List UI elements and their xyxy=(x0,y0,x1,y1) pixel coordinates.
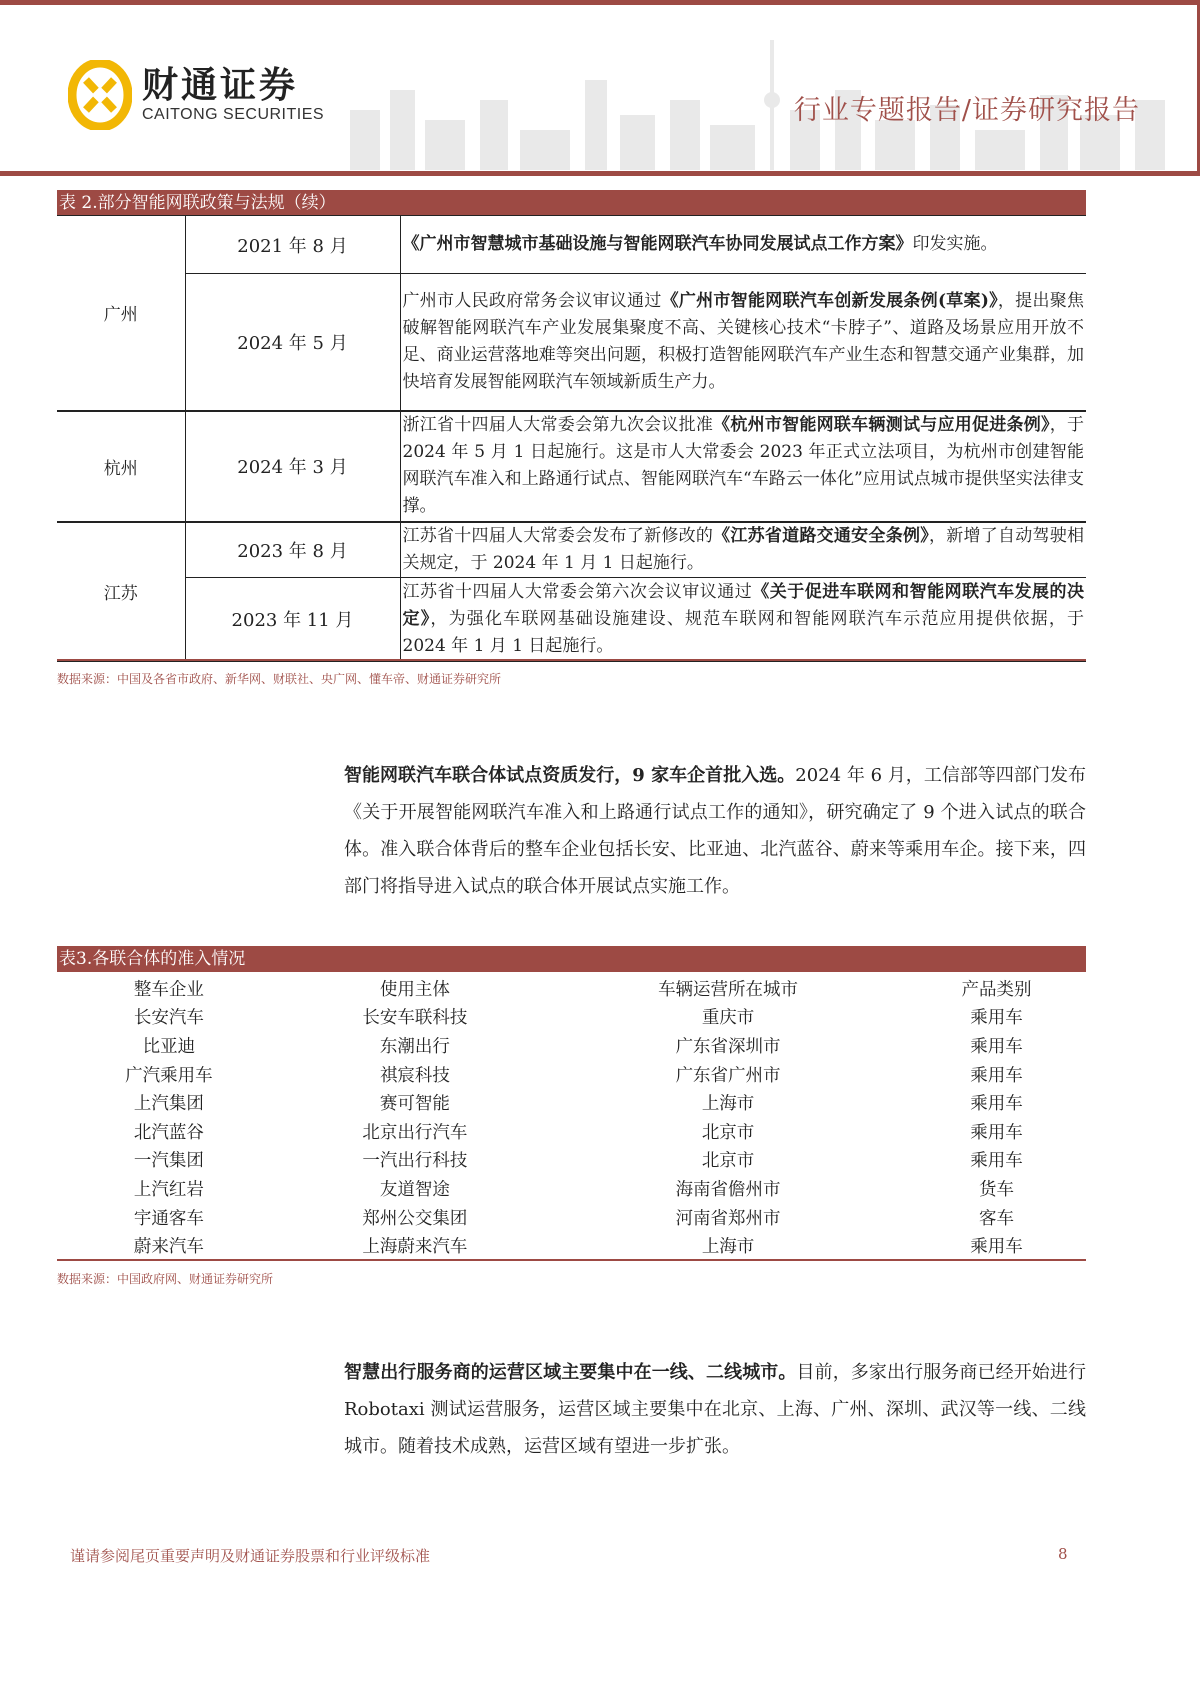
category-cell: 客车 xyxy=(979,1208,1014,1229)
column-header: 车辆运营所在城市 xyxy=(658,979,799,1000)
desc-text: 江苏省十四届人大常委会发布了新修改的 xyxy=(402,525,714,546)
description-cell xyxy=(400,577,1086,661)
table-row xyxy=(57,216,1086,274)
desc-text: ，为强化车联网基础设施建设、规范车联网和智能网联汽车示范应用提供依据，于 2024 年 1 月 1 日起施行。 xyxy=(402,608,1085,656)
operator-cell: 长安车联科技 xyxy=(362,1008,468,1029)
table2-source: 数据来源：中国及各省市政府、新华网、财联社、央广网、懂车帝、财通证券研究所 xyxy=(57,672,502,686)
city-cell: 江苏 xyxy=(57,522,185,662)
table-row xyxy=(57,1060,1086,1089)
date-cell: 2023 年 8 月 xyxy=(185,522,400,578)
table-row xyxy=(57,1088,1086,1117)
paragraph-lead: 智慧出行服务商的运营区域主要集中在一线、二线城市。 xyxy=(344,1362,797,1383)
carmaker-cell: 长安汽车 xyxy=(133,1008,204,1029)
table3-source: 数据来源：中国政府网、财通证券研究所 xyxy=(57,1272,274,1286)
operator-cell: 北京出行汽车 xyxy=(362,1122,468,1143)
city-cell: 上海市 xyxy=(701,1094,755,1115)
table3-bottom-rule xyxy=(57,1259,1086,1261)
city-cell: 广东省深圳市 xyxy=(675,1036,781,1057)
table-row xyxy=(57,522,1086,578)
operator-cell: 东潮出行 xyxy=(379,1036,450,1057)
desc-text: ，新增了自动驾驶相关规定，于 2024 年 1 月 1 日起施行。 xyxy=(402,525,1085,573)
logo-mark-icon xyxy=(68,60,132,130)
report-type: 行业专题报告/证券研究报告 xyxy=(793,95,1140,126)
paragraph-body: 目前，多家出行服务商已经开始进行 Robotaxi 测试运营服务，运营区域主要集中在北京、上海、广州、深圳、武汉等一线、二线城市。随着技术成熟，运营区域有望进一步扩张。 xyxy=(344,1362,1086,1457)
carmaker-cell: 北汽蓝谷 xyxy=(133,1122,204,1143)
table-row xyxy=(57,1203,1086,1232)
table2-bottom-rule xyxy=(57,659,1086,661)
category-cell: 乘用车 xyxy=(970,1237,1023,1258)
carmaker-cell: 广汽乘用车 xyxy=(125,1065,213,1086)
carmaker-cell: 宇通客车 xyxy=(133,1208,204,1229)
operator-cell: 上海蔚来汽车 xyxy=(362,1237,468,1258)
carmaker-cell: 比亚迪 xyxy=(142,1036,196,1057)
city-cell: 北京市 xyxy=(701,1151,755,1172)
table-row xyxy=(57,411,1086,522)
date-cell: 2023 年 11 月 xyxy=(185,577,400,661)
regulation-title: 《广州市智慧城市基础设施与智能网联汽车协同发展试点工作方案》 xyxy=(402,234,913,254)
carmaker-cell: 一汽集团 xyxy=(133,1151,204,1172)
regulation-title: 《关于促进车联网和智能网联汽车发展的决定》 xyxy=(402,581,1085,629)
table3-title: 表3.各联合体的准入情况 xyxy=(57,946,1086,972)
desc-text: 江苏省十四届人大常委会第六次会议审议通过 xyxy=(402,581,753,602)
regulation-title: 《杭州市智能网联车辆测试与应用促进条例》 xyxy=(713,415,1050,435)
table-row xyxy=(57,1031,1086,1060)
column-header: 产品类别 xyxy=(961,979,1032,1000)
table-row xyxy=(57,1146,1086,1175)
desc-text: 广州市人民政府常务会议审议通过 xyxy=(402,290,662,311)
category-cell: 乘用车 xyxy=(970,1036,1023,1057)
table-row xyxy=(57,1003,1086,1032)
company-logo xyxy=(68,60,324,130)
city-cell: 北京市 xyxy=(701,1122,755,1143)
paragraph-union-pilots xyxy=(344,757,1086,905)
description-cell xyxy=(400,522,1086,578)
union-table xyxy=(57,974,1086,1260)
table-row xyxy=(57,1174,1086,1203)
description-cell xyxy=(400,411,1086,522)
operator-cell: 友道智途 xyxy=(379,1179,450,1200)
top-border xyxy=(0,0,1200,5)
operator-cell: 赛可智能 xyxy=(379,1094,450,1115)
city-cell: 上海市 xyxy=(701,1237,755,1258)
header-divider xyxy=(0,171,1200,176)
regulation-title: 《广州市智能网联汽车创新发展条例(草案)》 xyxy=(661,290,998,311)
city-cell: 广州 xyxy=(57,216,185,411)
column-header: 整车企业 xyxy=(133,979,204,1000)
carmaker-cell: 上汽集团 xyxy=(133,1094,204,1115)
page-number: 8 xyxy=(1058,1545,1068,1563)
regulation-title: 《江苏省道路交通安全条例》 xyxy=(713,525,929,546)
city-cell: 杭州 xyxy=(57,411,185,522)
desc-text: 印发实施。 xyxy=(912,234,998,254)
desc-text: 浙江省十四届人大常委会第九次会议批准 xyxy=(402,415,714,435)
city-cell: 广东省广州市 xyxy=(675,1065,781,1086)
table-header-row xyxy=(57,974,1086,1003)
logo-chinese-name: 财通证券 xyxy=(142,65,299,106)
column-header: 使用主体 xyxy=(379,979,450,1000)
category-cell: 货车 xyxy=(979,1179,1014,1200)
paragraph-body: 2024 年 6 月，工信部等四部门发布《关于开展智能网联汽车准入和上路通行试点工作的通知》，研究确定了 9 个进入试点的联合体。准入联合体背后的整车企业包括长安、比亚迪、北汽蓝谷、蔚来等乘用车企。接下来，四部门将指导进入试点的联合体开展试点实施工作。 xyxy=(344,765,1086,897)
table-row xyxy=(57,1231,1086,1260)
policy-table xyxy=(57,215,1086,662)
carmaker-cell: 上汽红岩 xyxy=(133,1179,204,1200)
category-cell: 乘用车 xyxy=(970,1151,1023,1172)
operator-cell: 祺宸科技 xyxy=(379,1065,450,1086)
desc-text: ，提出聚焦破解智能网联汽车产业发展集聚度不高、关键核心技术“卡脖子”、道路及场景应用开放不足、商业运营落地难等突出问题，积极打造智能网联汽车产业生态和智慧交通产业集群，加快培育发展智能网联汽车领域新质生产力。 xyxy=(402,290,1084,392)
category-cell: 乘用车 xyxy=(970,1122,1023,1143)
operator-cell: 一汽出行科技 xyxy=(362,1151,468,1172)
city-cell: 海南省儋州市 xyxy=(675,1179,781,1200)
table-row xyxy=(57,274,1086,411)
paragraph-robotaxi xyxy=(344,1354,1086,1465)
table2-title: 表 2.部分智能网联政策与法规（续） xyxy=(57,190,1086,216)
date-cell: 2024 年 5 月 xyxy=(185,274,400,411)
table-row xyxy=(57,577,1086,661)
paragraph-lead: 智能网联汽车联合体试点资质发行，9 家车企首批入选。 xyxy=(344,765,796,786)
city-cell: 重庆市 xyxy=(701,1008,755,1029)
category-cell: 乘用车 xyxy=(970,1094,1023,1115)
description-cell xyxy=(400,216,1086,274)
date-cell: 2024 年 3 月 xyxy=(185,411,400,522)
footer-disclaimer: 谨请参阅尾页重要声明及财通证券股票和行业评级标准 xyxy=(70,1547,431,1565)
operator-cell: 郑州公交集团 xyxy=(362,1208,468,1229)
carmaker-cell: 蔚来汽车 xyxy=(133,1237,204,1258)
desc-text: ，于 2024 年 5 月 1 日起施行。这是市人大常委会 2023 年正式立法项目，为杭州市创建智能网联汽车准入和上路通行试点、智能网联汽车“车路云一体化”应用试点城市提供坚实法律支撑。 xyxy=(402,415,1085,516)
table-row xyxy=(57,1117,1086,1146)
logo-english-name: CAITONG SECURITIES xyxy=(142,106,325,123)
city-cell: 河南省郑州市 xyxy=(675,1208,781,1229)
description-cell xyxy=(400,274,1086,411)
date-cell: 2021 年 8 月 xyxy=(185,216,400,274)
category-cell: 乘用车 xyxy=(970,1008,1023,1029)
category-cell: 乘用车 xyxy=(970,1065,1023,1086)
